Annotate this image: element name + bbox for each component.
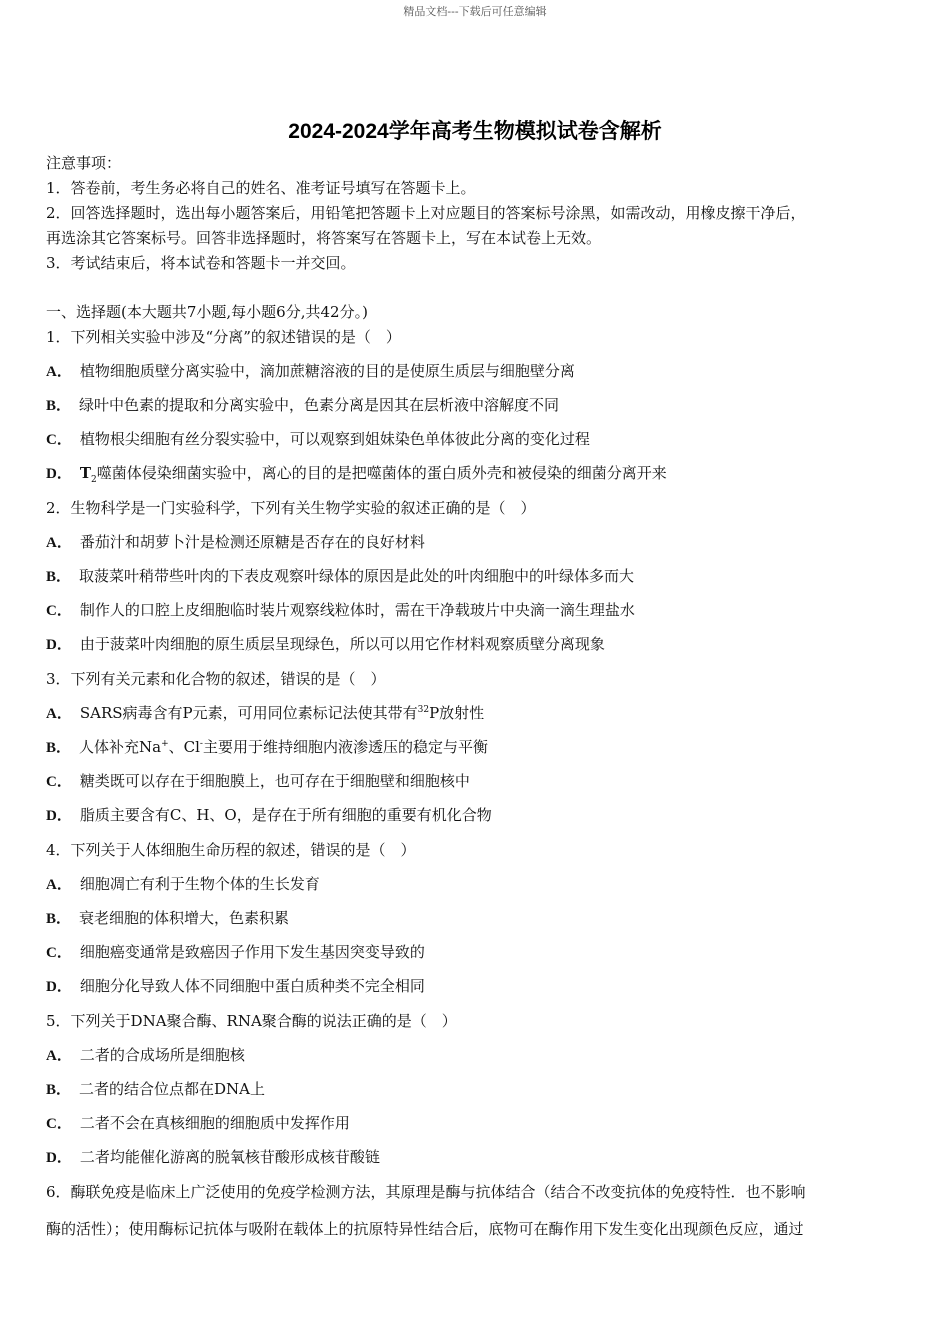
option-a — [46, 873, 320, 894]
option-c — [46, 770, 470, 791]
option-text: 细胞癌变通常是致癌因子作用下发生基因突变导致的 — [79, 943, 425, 961]
option-text-suffix: 主要用于维持细胞内液渗透压的稳定与平衡 — [202, 738, 488, 756]
option-letter: C． — [46, 945, 72, 961]
page-header: 精品文档---下载后可任意编辑 — [403, 5, 547, 18]
option-b — [46, 1078, 265, 1099]
option-text: 脂质主要含有C、H、O，是存在于所有细胞的重要有机化合物 — [79, 806, 492, 824]
option-c — [46, 941, 425, 962]
question-stem: 1．下列相关实验中涉及“分离”的叙述错误的是（ ） — [46, 328, 401, 346]
option-letter: C． — [46, 432, 72, 448]
option-letter: A． — [46, 877, 72, 893]
option-text: 人体补充Na — [79, 738, 162, 756]
option-text: 取菠菜叶稍带些叶肉的下表皮观察叶绿体的原因是此处的叶肉细胞中的叶绿体多而大 — [79, 567, 635, 585]
option-d — [46, 633, 605, 654]
option-letter: D． — [46, 979, 72, 995]
option-letter: A． — [46, 706, 72, 722]
option-letter: D． — [46, 637, 72, 653]
option-superscript: 32 — [417, 705, 430, 715]
option-text-suffix: P放射性 — [429, 704, 485, 722]
option-text: 绿叶中色素的提取和分离实验中，色素分离是因其在层析液中溶解度不同 — [79, 396, 560, 414]
option-letter: B． — [46, 1082, 72, 1098]
notice-item: 3．考试结束后，将本试卷和答题卡一并交回。 — [46, 254, 356, 272]
option-superscript: - — [199, 739, 203, 749]
option-b — [46, 736, 488, 757]
option-text: 番茄汁和胡萝卜汁是检测还原糖是否存在的良好材料 — [79, 533, 425, 551]
option-text: 二者的合成场所是细胞核 — [79, 1046, 245, 1064]
option-letter: A． — [46, 535, 72, 551]
option-d — [46, 975, 425, 996]
option-b — [46, 907, 289, 928]
page-title: 2024-2024学年高考生物模拟试卷含解析 — [288, 120, 662, 143]
option-text: 植物根尖细胞有丝分裂实验中，可以观察到姐妹染色单体彼此分离的变化过程 — [79, 430, 590, 448]
option-d — [46, 462, 667, 485]
option-c — [46, 428, 590, 449]
option-letter: C． — [46, 1116, 72, 1132]
option-a — [46, 702, 484, 723]
notice-heading: 注意事项： — [46, 154, 122, 172]
option-text: 糖类既可以存在于细胞膜上，也可存在于细胞壁和细胞核中 — [79, 772, 470, 790]
option-letter: D． — [46, 808, 72, 824]
option-letter: C． — [46, 774, 72, 790]
option-letter: D． — [46, 466, 72, 482]
notice-item: 2．回答选择题时，选出每小题答案后，用铅笔把答题卡上对应题目的答案标号涂黑，如需改动，用橡皮擦干净后， — [46, 204, 806, 222]
option-b — [46, 565, 634, 586]
option-letter: A． — [46, 364, 72, 380]
option-a — [46, 531, 425, 552]
option-a — [46, 360, 575, 381]
notice-item: 1．答卷前，考生务必将自己的姓名、准考证号填写在答题卡上。 — [46, 179, 476, 197]
option-b — [46, 394, 559, 415]
option-text: 二者的结合位点都在DNA上 — [79, 1080, 266, 1098]
option-text: 由于菠菜叶肉细胞的原生质层呈现绿色，所以可以用它作材料观察质壁分离现象 — [79, 635, 605, 653]
option-d — [46, 804, 492, 825]
option-c — [46, 1112, 350, 1133]
option-subscript: 2 — [91, 475, 97, 485]
option-letter: B． — [46, 398, 72, 414]
option-text: 衰老细胞的体积增大，色素积累 — [79, 909, 290, 927]
option-text: SARS病毒含有P元素，可用同位素标记法使其带有 — [79, 704, 418, 722]
option-text-prefix: T — [79, 464, 92, 482]
question-stem: 5．下列关于DNA聚合酶、RNA聚合酶的说法正确的是（ ） — [46, 1012, 457, 1030]
option-text: 二者均能催化游离的脱氧核苷酸形成核苷酸链 — [79, 1148, 380, 1166]
question-stem-continued: 酶的活性）；使用酶标记抗体与吸附在载体上的抗原特异性结合后，底物可在酶作用下发生变化出现颜色反应，通过 — [46, 1220, 804, 1238]
section-heading: 一、选择题(本大题共7小题,每小题6分,共42分。) — [46, 303, 368, 321]
option-letter: B． — [46, 911, 72, 927]
option-text-middle: 、Cl — [168, 738, 200, 756]
option-a — [46, 1044, 245, 1065]
option-c — [46, 599, 635, 620]
question-stem: 6．酶联免疫是临床上广泛使用的免疫学检测方法，其原理是酶与抗体结合（结合不改变抗体的免疫特性．也不影响 — [46, 1183, 806, 1201]
option-letter: B． — [46, 569, 72, 585]
question-stem: 2．生物科学是一门实验科学，下列有关生物学实验的叙述正确的是（ ） — [46, 499, 536, 517]
notice-item: 再选涂其它答案标号。回答非选择题时，将答案写在答题卡上，写在本试卷上无效。 — [46, 229, 602, 247]
option-text: 噬菌体侵染细菌实验中，离心的目的是把噬菌体的蛋白质外壳和被侵染的细菌分离开来 — [96, 464, 667, 482]
question-stem: 3．下列有关元素和化合物的叙述，错误的是（ ） — [46, 670, 386, 688]
option-text: 制作人的口腔上皮细胞临时装片观察线粒体时，需在干净载玻片中央滴一滴生理盐水 — [79, 601, 635, 619]
question-stem: 4．下列关于人体细胞生命历程的叙述，错误的是（ ） — [46, 841, 416, 859]
option-letter: A． — [46, 1048, 72, 1064]
option-superscript: + — [161, 739, 169, 749]
option-text: 二者不会在真核细胞的细胞质中发挥作用 — [79, 1114, 350, 1132]
option-d — [46, 1146, 380, 1167]
option-text: 细胞分化导致人体不同细胞中蛋白质种类不完全相同 — [79, 977, 425, 995]
option-letter: C． — [46, 603, 72, 619]
option-text: 植物细胞质壁分离实验中，滴加蔗糖溶液的目的是使原生质层与细胞壁分离 — [79, 362, 575, 380]
option-letter: D． — [46, 1150, 72, 1166]
option-text: 细胞凋亡有利于生物个体的生长发育 — [79, 875, 320, 893]
option-letter: B． — [46, 740, 72, 756]
